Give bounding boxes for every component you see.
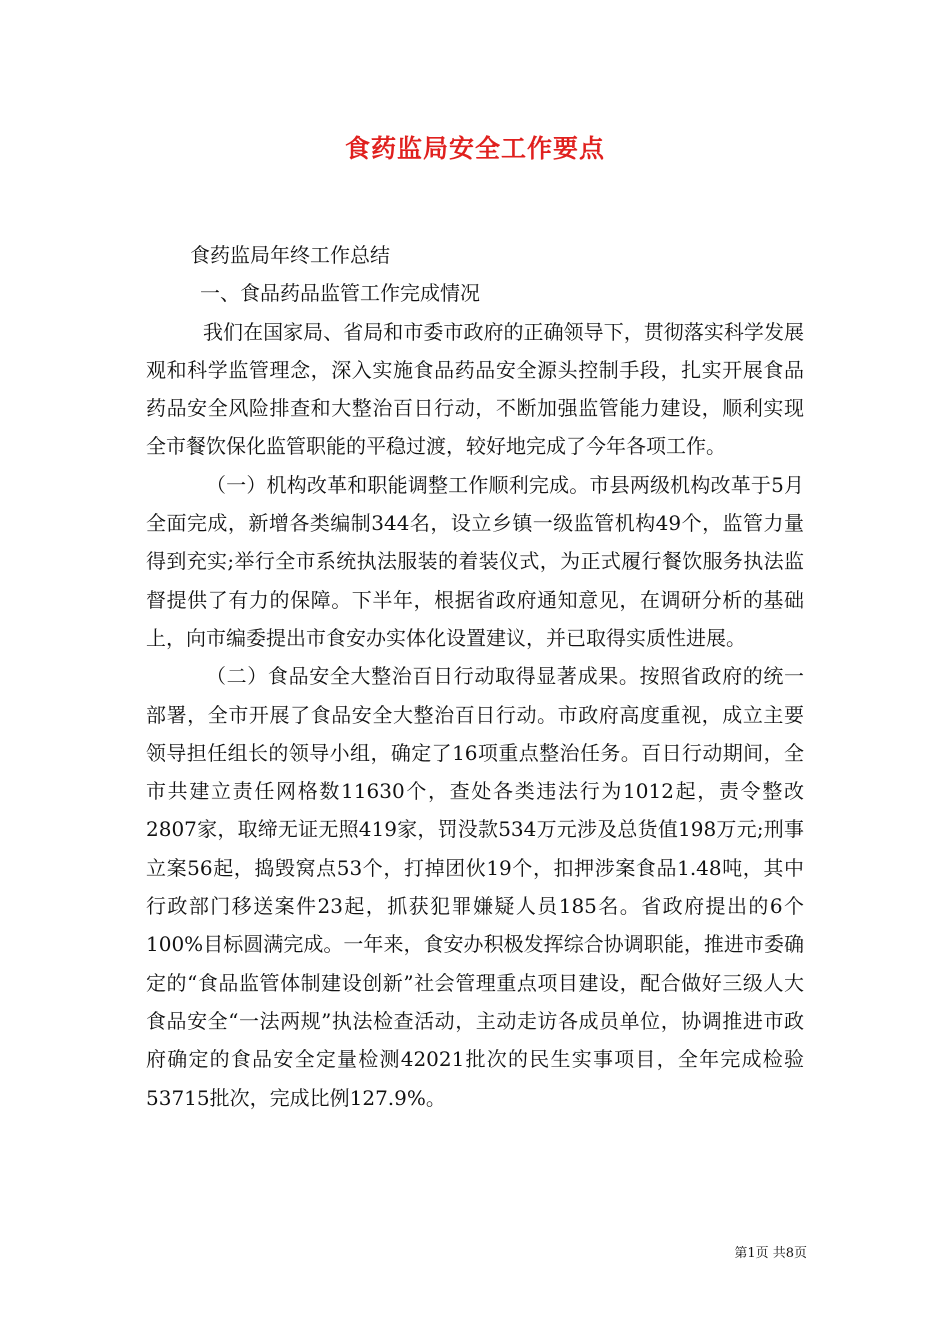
document-body: [146, 236, 804, 1117]
document-subtitle: 食药监局年终工作总结: [190, 243, 390, 267]
paragraph-intro: 我们在国家局、省局和市委市政府的正确领导下，贯彻落实科学发展观和科学监管理念，深入实施食品药品安全源头控制手段，扎实开展食品药品安全风险排查和大整治百日行动，不断加强监管能力建设，顺利实现全市餐饮保化监管职能的平稳过渡，较好地完成了今年各项工作。: [146, 319, 804, 459]
section-heading: 一、食品药品监管工作完成情况: [200, 281, 480, 306]
paragraph-food-safety-campaign: （二）食品安全大整治百日行动取得显著成果。按照省政府的统一部署，全市开展了食品安全大整治百日行动。市政府高度重视，成立主要领导担任组长的领导小组，确定了16项重点整治任务。百日行动期间，全市共建立责任网格数11630个，查处各类违法行为1012起，责令整改2807家，取缔无证无照419家，罚没款534万元涉及总货值198万元;刑事立案56起，捣毁窝点53个，打掉团伙19个，扣押涉案食品1.48吨，其中行政部门移送案件23起，抓获犯罪嫌疑人员185名。省政府提出的6个100%目标圆满完成。一年来，食安办积极发挥综合协调职能，推进市委确定的“食品监管体制建设创新”社会管理重点项目建设，配合做好三级人大食品安全“一法两规”执法检查活动，主动走访各成员单位，协调推进市政府确定的食品安全定量检测42021批次的民生实事项目，全年完成检验53715批次，完成比例127.9%。: [146, 664, 804, 1110]
paragraph-institutional-reform: （一）机构改革和职能调整工作顺利完成。市县两级机构改革于5月全面完成，新增各类编制344名，设立乡镇一级监管机构49个，监管力量得到充实;举行全市系统执法服装的着装仪式，为正式履行餐饮服务执法监督提供了有力的保障。下半年，根据省政府通知意见，在调研分析的基础上，向市编委提出市食安办实体化设置建议，并已取得实质性进展。: [146, 472, 804, 650]
document-title: 食药监局安全工作要点: [344, 134, 605, 163]
page-footer: 第1页 共8页: [734, 1246, 807, 1261]
